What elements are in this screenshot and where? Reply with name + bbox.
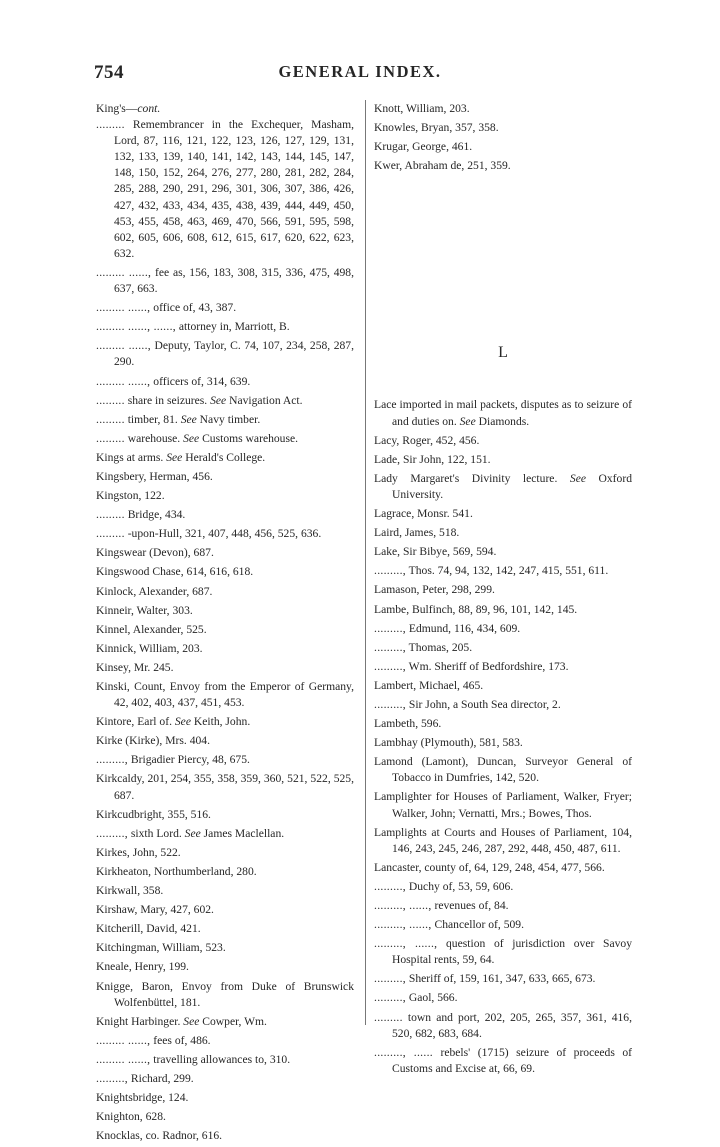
index-entry: [374, 640, 632, 656]
index-entry: [374, 101, 632, 117]
ditto-leader: .........,: [374, 659, 406, 673]
entry-text: Knight Harbinger.: [96, 1014, 184, 1028]
index-entry: [96, 979, 354, 1011]
index-entry: [96, 1128, 354, 1144]
ditto-leader: ......... ......,: [96, 374, 151, 388]
index-entry: [374, 917, 632, 933]
index-entry: [96, 488, 354, 504]
entry-text: Knightsbridge, 124.: [96, 1091, 189, 1105]
entry-text: town and port, 202, 205, 265, 357, 361, 416, 520, 682, 683, 684.: [392, 1010, 632, 1040]
entry-text: Lacy, Roger, 452, 456.: [374, 433, 480, 447]
entry-text: Lagrace, Monsr. 541.: [374, 507, 473, 521]
ditto-leader: ......... ......,: [96, 265, 152, 279]
entry-text: share in seizures.: [124, 393, 211, 407]
index-entry: [374, 120, 632, 136]
right-column-bottom: [374, 397, 632, 1076]
index-entry: [96, 101, 354, 117]
index-entry: [96, 1090, 354, 1106]
entry-text: rebels' (1715) seizure of proceeds of Customs and Excise at, 66, 69.: [392, 1045, 633, 1075]
left-column: [96, 101, 354, 1147]
index-entry: [96, 845, 354, 861]
index-entry: [374, 433, 632, 449]
entry-text: Sir John, a South Sea director, 2.: [405, 697, 561, 711]
index-entry: [96, 752, 354, 768]
entry-text-after: Navigation Act.: [226, 393, 303, 407]
entry-text: attorney in, Marriott, B.: [175, 320, 290, 334]
index-entry: [96, 431, 354, 447]
index-entry: [96, 771, 354, 803]
index-entry: [374, 697, 632, 713]
index-entry: [374, 735, 632, 751]
entry-text: Lambert, Michael, 465.: [374, 678, 484, 692]
entry-text: Krugar, George, 461.: [374, 140, 473, 154]
index-entry: [96, 660, 354, 676]
index-entry: [96, 545, 354, 561]
ditto-leader: ......... ......,: [96, 301, 151, 315]
cross-reference: See: [184, 826, 201, 840]
entry-text: fee as, 156, 183, 308, 315, 336, 475, 498, 637, 663.: [114, 265, 355, 296]
section-letter: L: [498, 344, 508, 362]
index-entry: [374, 971, 632, 987]
ditto-leader: .........: [374, 1010, 403, 1024]
ditto-leader: .........,: [374, 640, 406, 654]
index-entry: [374, 678, 632, 694]
index-entry: [374, 582, 632, 598]
entry-text: -upon-Hull, 321, 407, 448, 456, 525, 636.: [124, 527, 322, 541]
entry-text: Kneale, Henry, 199.: [96, 960, 189, 974]
entry-text: Kingswear (Devon), 687.: [96, 546, 214, 560]
ditto-leader: ......... ......,: [96, 1033, 151, 1047]
index-entry: [96, 641, 354, 657]
entry-text: Kirkheaton, Northumberland, 280.: [96, 864, 257, 878]
index-entry: [374, 452, 632, 468]
index-entry: [374, 397, 632, 429]
index-entry: [374, 139, 632, 155]
entry-text: Kingswood Chase, 614, 616, 618.: [96, 565, 254, 579]
index-entry: [96, 1109, 354, 1125]
entry-text: travelling allowances to, 310.: [150, 1052, 291, 1066]
index-entry: [374, 860, 632, 876]
entry-text: Kinnel, Alexander, 525.: [96, 622, 207, 636]
entry-text: Lambeth, 596.: [374, 717, 442, 731]
index-entry: [374, 525, 632, 541]
entry-text: Kitcherill, David, 421.: [96, 922, 201, 936]
entry-text: Lady Margaret's Divinity lecture.: [374, 471, 570, 485]
entry-text: Knott, William, 203.: [374, 102, 470, 115]
entry-text: Edmund, 116, 434, 609.: [405, 621, 521, 635]
entry-text: Wm. Sheriff of Bedfordshire, 173.: [405, 659, 569, 673]
entry-text-after: Keith, John.: [190, 715, 251, 729]
index-entry: [96, 940, 354, 956]
index-entry: [374, 158, 632, 174]
entry-text: Remembrancer in the Exchequer, Masham, Lord, 87, 116, 121, 122, 123, 126, 127, 129, 131, 132, 133, 139, 140, 141, 142, 143, 144, 145, 147, 148, 150, 152, 264, 276, 277, 280, 281, 282, 284, 285, 288, 290, 291, 296, 301, 306, 307, 386, 426, 427, 432, 433, 434, 435, 438, 439, 444, 449, 450, 453, 455, 458, 463, 469, 470, 566, 591, 595, 598, 602, 605, 606, 608, 612, 615, 617, 620, 622, 623, 632.: [114, 118, 354, 260]
index-entry: [96, 450, 354, 466]
index-entry: [374, 990, 632, 1006]
index-entry: [96, 1033, 354, 1049]
entry-text: Lancaster, county of, 64, 129, 248, 454, 477, 566.: [374, 860, 605, 874]
ditto-leader: ......... ......,: [96, 339, 151, 353]
entry-text: Chancellor of, 509.: [431, 918, 524, 932]
index-entry: [96, 826, 354, 842]
entry-text: Brigadier Piercy, 48, 675.: [127, 753, 250, 767]
entry-text: Lamplights at Courts and Houses of Parliament, 104, 146, 243, 245, 246, 287, 292, 448, 450, 487, 611.: [374, 825, 632, 855]
ditto-leader: ........., ......,: [374, 918, 432, 932]
entry-text: Kirshaw, Mary, 427, 602.: [96, 903, 214, 917]
ditto-leader: .........,: [374, 621, 406, 635]
index-entry: [96, 469, 354, 485]
ditto-leader: ......... ......,: [96, 1052, 151, 1066]
entry-text: Kinnick, William, 203.: [96, 641, 203, 655]
entry-text: Duchy of, 53, 59, 606.: [405, 879, 514, 893]
index-entry: [374, 716, 632, 732]
index-entry: [374, 1045, 632, 1077]
index-entry: [374, 471, 632, 503]
entry-text: Kinsey, Mr. 245.: [96, 660, 174, 674]
entry-text-after: James Maclellan.: [200, 826, 285, 840]
entry-text: Kirkwall, 358.: [96, 884, 164, 898]
entry-text: Kintore, Earl of.: [96, 715, 175, 729]
ditto-leader: .........: [96, 527, 125, 541]
ditto-leader: .........,: [374, 991, 406, 1005]
index-entry: [374, 602, 632, 618]
entry-text: sixth Lord.: [127, 826, 185, 840]
index-entry: [96, 864, 354, 880]
entry-text: Gaol, 566.: [405, 991, 458, 1005]
entry-text: Deputy, Taylor, C. 74, 107, 234, 258, 287, 290.: [114, 339, 355, 369]
index-entry: [96, 338, 354, 370]
index-entry: [96, 564, 354, 580]
entry-text-after: Customs warehouse.: [199, 431, 299, 445]
page-number: 754: [94, 62, 124, 83]
index-entry: [96, 807, 354, 823]
entry-text: revenues of, 84.: [431, 899, 509, 912]
entry-text: Knighton, 628.: [96, 1110, 166, 1124]
index-entry: [96, 507, 354, 523]
entry-text: Lambe, Bulfinch, 88, 89, 96, 101, 142, 145.: [374, 602, 578, 616]
entry-text: Kirkcaldy, 201, 254, 355, 358, 359, 360, 521, 522, 525, 687.: [96, 772, 354, 802]
index-entry: [374, 879, 632, 895]
ditto-leader: .........,: [374, 697, 406, 711]
entry-text: officers of, 314, 639.: [150, 374, 251, 388]
entry-text-after: Navy timber.: [196, 412, 261, 426]
entry-text: Knigge, Baron, Envoy from Duke of Brunswick Wolfenbüttel, 181.: [96, 979, 354, 1009]
cross-reference: See: [459, 414, 476, 428]
entry-text: Thomas, 205.: [405, 640, 473, 654]
index-entry: [96, 374, 354, 390]
cross-reference: See: [569, 471, 586, 485]
entry-text: King's—: [96, 102, 138, 115]
ditto-leader: .........,: [96, 753, 128, 767]
cross-reference: See: [183, 1014, 200, 1028]
ditto-leader: .........: [96, 431, 125, 445]
right-column-top: [374, 101, 632, 174]
ditto-leader: .........: [96, 393, 125, 407]
entry-text-after: Herald's College.: [182, 450, 266, 464]
index-entry: [96, 1071, 354, 1087]
index-entry: [374, 544, 632, 560]
index-entry: [96, 679, 354, 711]
entry-text: warehouse.: [124, 431, 184, 445]
index-entry: [374, 1010, 632, 1042]
page-title: GENERAL INDEX.: [278, 62, 442, 81]
index-entry: [374, 563, 632, 579]
entry-text: Kirkcudbright, 355, 516.: [96, 807, 211, 821]
entry-text: Knocklas, co. Radnor, 616.: [96, 1129, 223, 1143]
cross-reference: See: [174, 715, 191, 729]
entry-text: Kingston, 122.: [96, 489, 165, 503]
index-entry: [374, 898, 632, 914]
entry-text-after: Diamonds.: [475, 414, 530, 428]
entry-text: Lace imported in mail packets, disputes as to seizure of and duties on.: [374, 398, 632, 428]
index-entry: [374, 936, 632, 968]
entry-text: Kinneir, Walter, 303.: [96, 603, 193, 617]
index-entry: [96, 1052, 354, 1068]
index-entry: [374, 789, 632, 821]
column-divider: [365, 100, 366, 1025]
entry-text: Kinski, Count, Envoy from the Emperor of Germany, 42, 402, 403, 437, 451, 453.: [96, 680, 354, 710]
entry-text: Lamason, Peter, 298, 299.: [374, 583, 495, 597]
ditto-leader: .........,: [96, 1071, 128, 1085]
entry-text: office of, 43, 387.: [150, 301, 237, 315]
entry-text: Lamond (Lamont), Duncan, Surveyor General of Tobacco in Dumfries, 142, 520.: [374, 755, 632, 785]
ditto-leader: .........,: [374, 879, 406, 893]
index-entry: [374, 825, 632, 857]
ditto-leader: ........., ......,: [374, 937, 438, 951]
ditto-leader: .........: [96, 508, 125, 522]
index-entry: [96, 733, 354, 749]
entry-text: Kinlock, Alexander, 687.: [96, 584, 213, 598]
entry-text: question of jurisdiction over Savoy Hospital rents, 59, 64.: [392, 937, 632, 967]
index-entry: [96, 526, 354, 542]
index-entry: [96, 921, 354, 937]
index-entry: [96, 603, 354, 619]
entry-text: Richard, 299.: [127, 1071, 194, 1085]
ditto-leader: ......... ......, ......,: [96, 320, 176, 334]
ditto-leader: .........,: [374, 972, 406, 986]
entry-text: Kings at arms.: [96, 450, 167, 464]
cross-reference: See: [183, 431, 200, 445]
cross-reference: See: [180, 412, 197, 426]
entry-text: Kirkes, John, 522.: [96, 845, 181, 859]
entry-text: Laird, James, 518.: [374, 526, 460, 540]
cross-reference: See: [166, 450, 183, 464]
ditto-leader: .........: [96, 118, 125, 132]
ditto-leader: .........: [96, 412, 125, 426]
index-entry: [96, 319, 354, 335]
entry-text: Lambhay (Plymouth), 581, 583.: [374, 736, 523, 750]
entry-text: Knowles, Bryan, 357, 358.: [374, 121, 499, 135]
entry-text: Kitchingman, William, 523.: [96, 941, 226, 955]
ditto-leader: .........,: [374, 564, 406, 578]
entry-text-after: Oxford University.: [392, 471, 632, 501]
index-entry: [96, 117, 354, 262]
index-entry: [374, 506, 632, 522]
entry-text: Kirke (Kirke), Mrs. 404.: [96, 734, 210, 748]
index-entry: [374, 754, 632, 786]
entry-text: Kingsbery, Herman, 456.: [96, 469, 213, 483]
entry-text-after: Cowper, Wm.: [199, 1014, 267, 1028]
entry-text: Bridge, 434.: [124, 508, 186, 522]
entry-text: Lake, Sir Bibye, 569, 594.: [374, 545, 497, 559]
index-entry: [96, 300, 354, 316]
entry-text: fees of, 486.: [150, 1033, 211, 1047]
index-entry: [96, 265, 354, 297]
ditto-leader: .........,: [96, 826, 128, 840]
cross-reference: See: [210, 393, 227, 407]
index-entry: [96, 959, 354, 975]
index-entry: [374, 621, 632, 637]
index-entry: [96, 714, 354, 730]
entry-text: Lade, Sir John, 122, 151.: [374, 452, 491, 466]
entry-text: Sheriff of, 159, 161, 347, 633, 665, 673.: [405, 972, 596, 986]
ditto-leader: ........., ......: [374, 1045, 433, 1059]
index-entry: [96, 412, 354, 428]
index-entry: [96, 902, 354, 918]
entry-text: timber, 81.: [124, 412, 181, 426]
index-entry: [374, 659, 632, 675]
index-entry: [96, 622, 354, 638]
entry-text: Thos. 74, 94, 132, 142, 247, 415, 551, 611.: [405, 564, 609, 578]
index-entry: [96, 1014, 354, 1030]
index-entry: [96, 584, 354, 600]
index-entry: [96, 393, 354, 409]
entry-text: Kwer, Abraham de, 251, 359.: [374, 159, 511, 173]
entry-text: Lamplighter for Houses of Parliament, Walker, Fryer; Walker, John; Vernatti, Mrs.; Bowes, Thos.: [374, 790, 632, 820]
index-entry: [96, 883, 354, 899]
ditto-leader: ........., ......,: [374, 899, 432, 912]
cross-reference: cont.: [137, 102, 161, 115]
right-column: [374, 101, 632, 1080]
